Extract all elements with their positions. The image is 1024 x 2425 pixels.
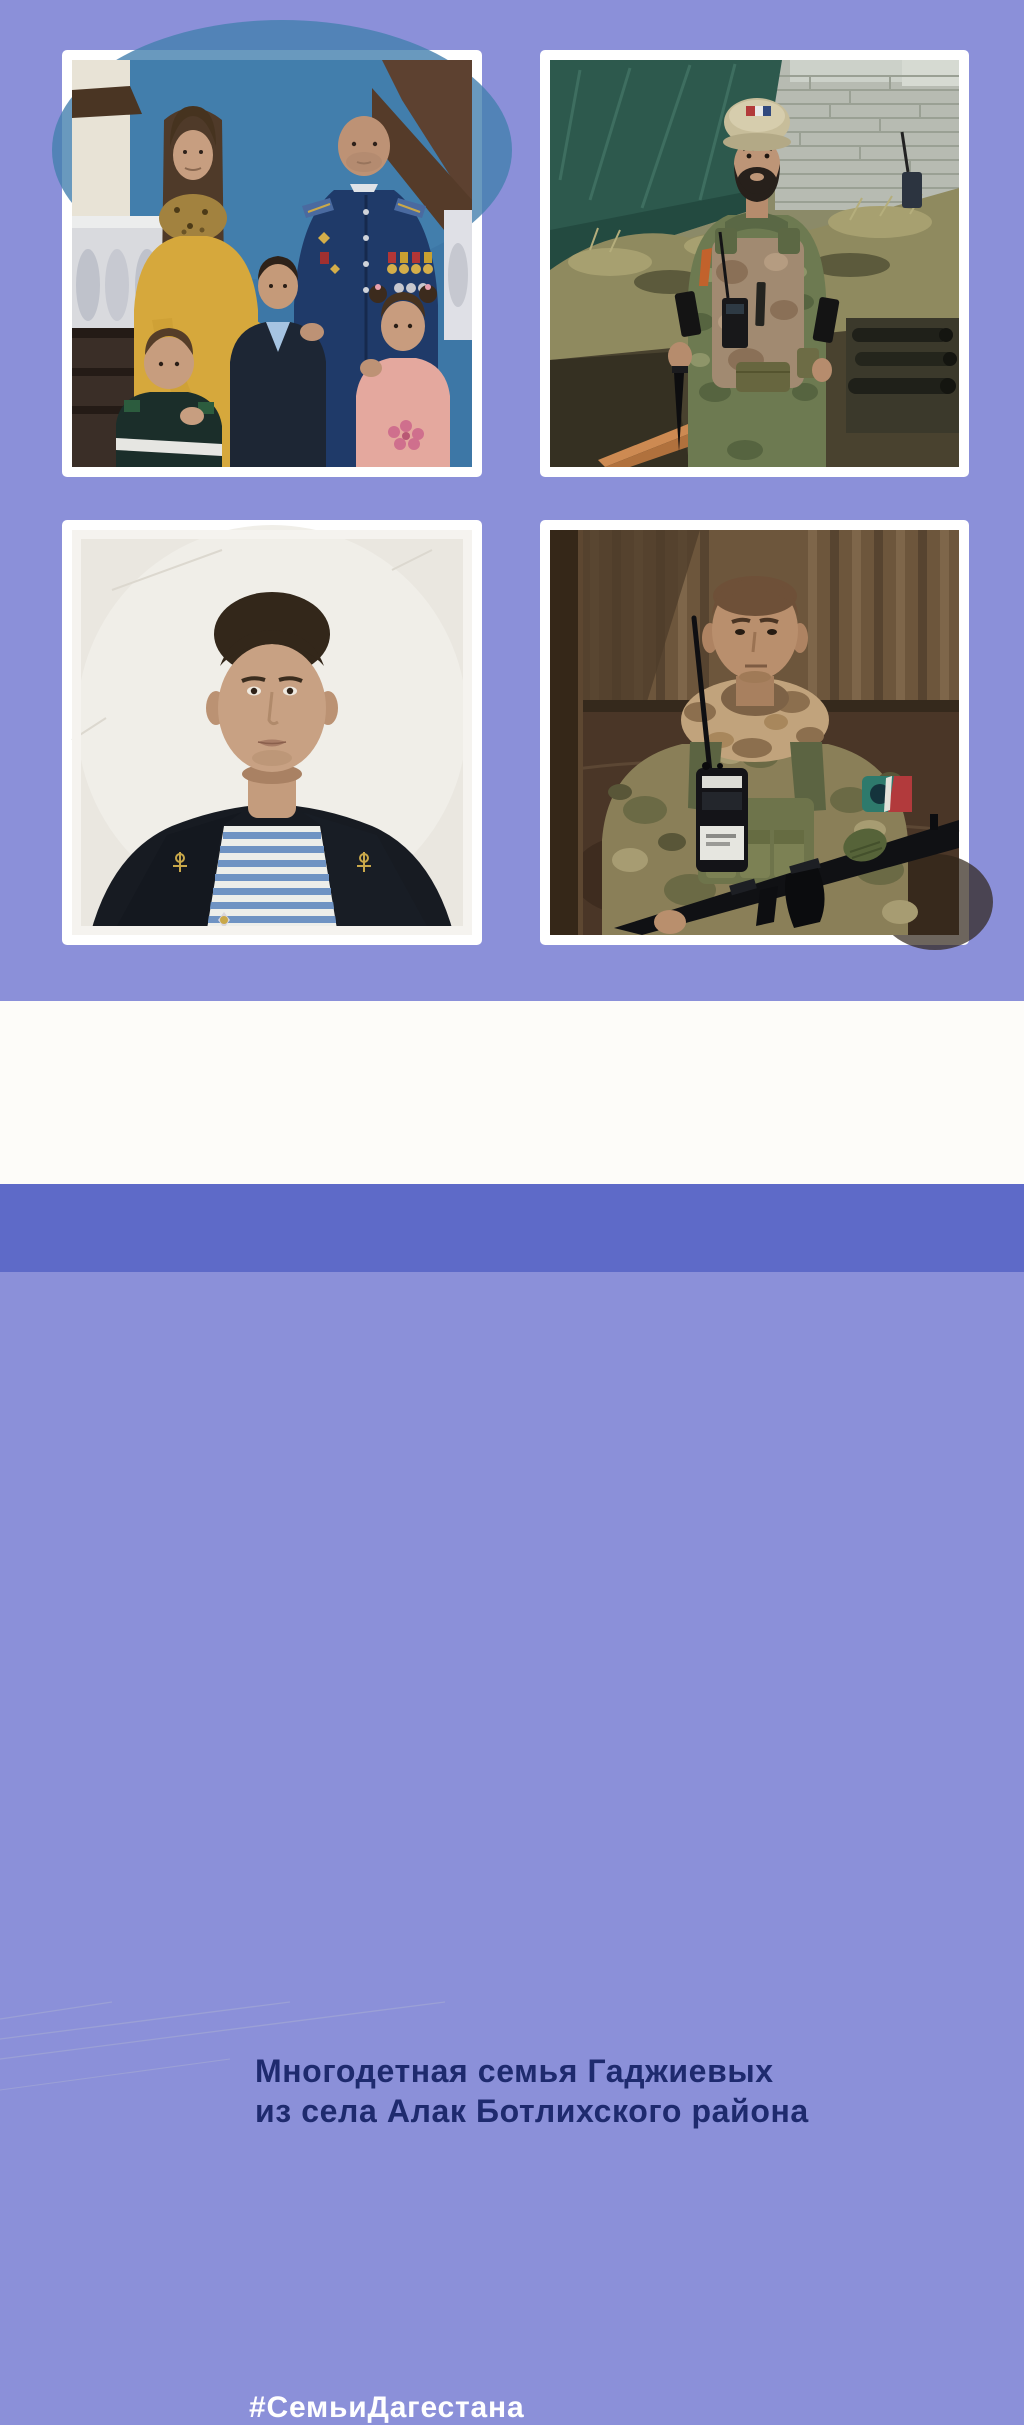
photo-frame-sailor xyxy=(62,520,482,945)
caption-line-1: Многодетная семья Гаджиевых xyxy=(255,2053,774,2089)
soldier-in-trench-photo xyxy=(550,60,959,467)
caption-section xyxy=(0,1001,1024,2129)
caption-line-2: из села Алак Ботлихского района xyxy=(255,2093,809,2129)
photo-frame-soldier-rifle xyxy=(540,520,969,945)
family-portrait-photo xyxy=(72,60,472,467)
hashtag-text: #СемьиДагестана xyxy=(249,2391,525,2424)
soldier-with-rifle-photo xyxy=(550,530,959,935)
young-sailor-portrait-photo xyxy=(72,530,472,935)
caption-heading xyxy=(255,2051,809,2131)
photo-frame-soldier-trench xyxy=(540,50,969,477)
photo-frame-family xyxy=(62,50,482,477)
